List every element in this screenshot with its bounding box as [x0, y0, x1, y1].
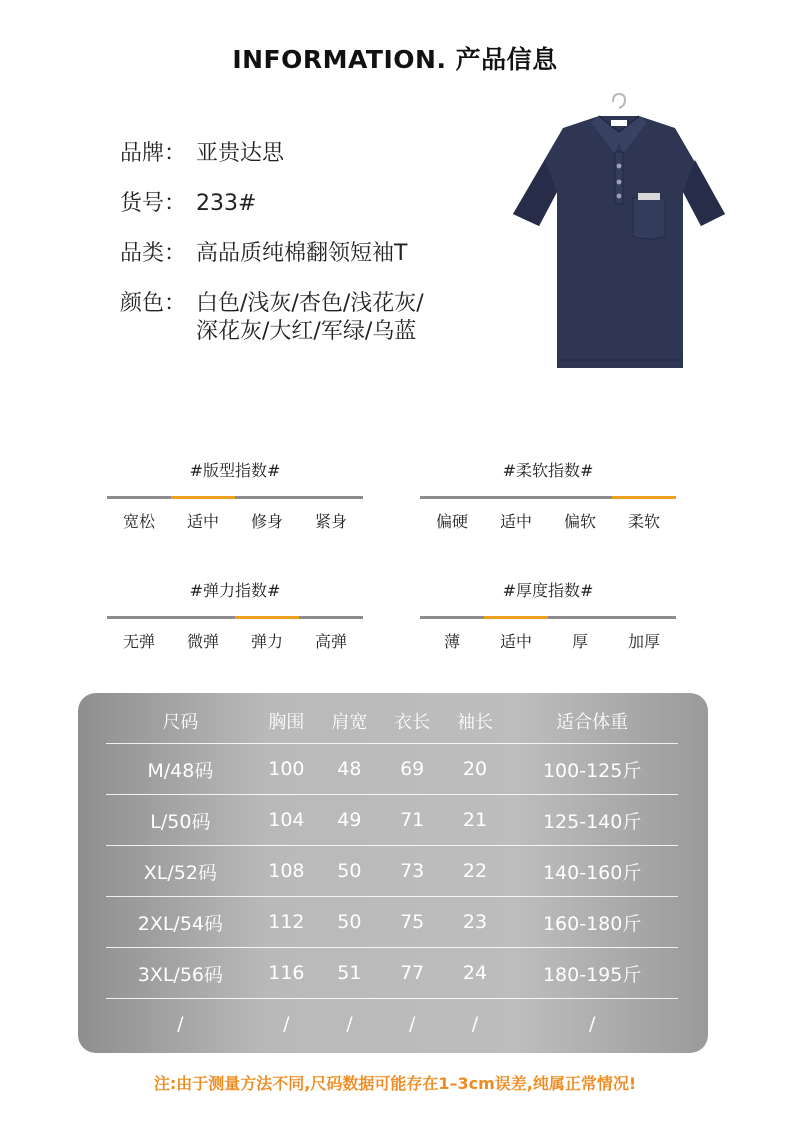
cell-sleeve: 24	[444, 948, 507, 999]
colors-value	[196, 290, 520, 346]
cell-weight: 125-140斤	[506, 795, 678, 846]
softness-option-soft: 偏软	[563, 512, 596, 531]
header-shoulder: 肩宽	[318, 699, 381, 744]
thickness-scale-title: #厚度指数#	[502, 581, 594, 600]
colors-line-1: 白色/浅灰/杏色/浅花灰/	[196, 291, 424, 316]
cell-shoulder: /	[346, 1013, 353, 1035]
brand-label: 品牌：	[120, 141, 187, 166]
size-table-header-row	[106, 699, 678, 744]
table-row	[106, 897, 678, 948]
elasticity-option-elastic: 弹力	[250, 632, 283, 651]
elasticity-scale-indicator	[235, 616, 299, 619]
fit-scale-title: #版型指数#	[189, 461, 281, 480]
size-table-card	[78, 693, 708, 1053]
cell-weight: 100-125斤	[506, 744, 678, 795]
cell-size: 3XL/56码	[106, 948, 255, 999]
cell-chest: 104	[255, 795, 318, 846]
cell-sleeve: /	[471, 1013, 479, 1035]
softness-option-hard: 偏硬	[435, 512, 468, 531]
cell-sleeve: 20	[444, 744, 507, 795]
logo-patch	[638, 193, 660, 200]
colors-row	[120, 290, 520, 346]
softness-scale-indicator	[612, 496, 676, 499]
elasticity-scale	[107, 580, 363, 652]
table-row	[106, 744, 678, 795]
table-row	[106, 795, 678, 846]
sku-value: 233#	[196, 191, 257, 216]
fit-option-slim: 修身	[250, 512, 283, 531]
hanger-hook	[613, 94, 625, 108]
fit-option-tight: 紧身	[314, 512, 347, 531]
category-value: 高品质纯棉翻领短袖T	[196, 241, 408, 266]
cell-length: /	[408, 1013, 416, 1035]
thickness-option-medium: 适中	[499, 632, 532, 651]
cell-shoulder: 50	[318, 846, 381, 897]
measurement-note: 注:由于测量方法不同,尺码数据可能存在1–3cm误差,纯属正常情况!	[153, 1074, 637, 1093]
softness-scale-title: #柔软指数#	[502, 461, 594, 480]
softness-scale	[420, 460, 676, 532]
elasticity-option-high: 高弹	[314, 632, 347, 651]
sku-label: 货号：	[120, 191, 187, 216]
colors-line-2: 深花灰/大红/军绿/乌蓝	[196, 319, 417, 344]
elasticity-option-slight: 微弹	[186, 632, 219, 651]
cell-weight: 180-195斤	[506, 948, 678, 999]
cell-shoulder: 49	[318, 795, 381, 846]
thickness-option-thick: 厚	[571, 632, 588, 651]
size-table	[106, 699, 678, 1049]
cell-chest: 100	[255, 744, 318, 795]
header-weight: 适合体重	[506, 699, 678, 744]
cell-length: 77	[381, 948, 444, 999]
brand-row	[120, 140, 520, 168]
header-chest: 胸围	[255, 699, 318, 744]
fit-option-regular: 适中	[186, 512, 219, 531]
brand-value: 亚贵达思	[196, 141, 285, 166]
softness-scale-bar	[420, 496, 676, 499]
cell-size: XL/52码	[106, 846, 255, 897]
header-length: 衣长	[381, 699, 444, 744]
cell-length: 75	[381, 897, 444, 948]
cell-shoulder: 48	[318, 744, 381, 795]
category-row	[120, 240, 520, 268]
elasticity-scale-bar	[107, 616, 363, 619]
elasticity-option-none: 无弹	[122, 632, 155, 651]
cell-size: /	[177, 1013, 184, 1035]
thickness-scale	[420, 580, 676, 652]
table-row	[106, 999, 678, 1050]
cell-weight: 160-180斤	[506, 897, 678, 948]
softness-option-medium: 适中	[499, 512, 532, 531]
cell-sleeve: 23	[444, 897, 507, 948]
cell-sleeve: 22	[444, 846, 507, 897]
elasticity-scale-labels	[107, 629, 363, 652]
cell-weight: /	[588, 1013, 596, 1035]
thickness-option-extra-thick: 加厚	[627, 632, 660, 651]
header-size: 尺码	[106, 699, 255, 744]
thickness-option-thin: 薄	[443, 632, 460, 651]
sku-row	[120, 190, 520, 218]
fit-scale-labels	[107, 509, 363, 532]
table-row	[106, 948, 678, 999]
fit-option-loose: 宽松	[122, 512, 155, 531]
cell-chest: /	[283, 1013, 290, 1035]
cell-size: L/50码	[106, 795, 255, 846]
page-title: INFORMATION. 产品信息	[232, 45, 558, 74]
cell-length: 71	[381, 795, 444, 846]
cell-size: M/48码	[106, 744, 255, 795]
cell-shoulder: 50	[318, 897, 381, 948]
cell-length: 73	[381, 846, 444, 897]
fit-scale-bar	[107, 496, 363, 499]
header-sleeve: 袖长	[444, 699, 507, 744]
elasticity-scale-title: #弹力指数#	[189, 581, 281, 600]
thickness-scale-labels	[420, 629, 676, 652]
cell-length: 69	[381, 744, 444, 795]
softness-option-very-soft: 柔软	[627, 512, 660, 531]
fit-scale	[107, 460, 363, 532]
softness-scale-labels	[420, 509, 676, 532]
category-label: 品类：	[120, 241, 187, 266]
cell-chest: 108	[255, 846, 318, 897]
product-info	[120, 140, 520, 368]
colors-label: 颜色：	[120, 291, 187, 316]
table-row	[106, 846, 678, 897]
thickness-scale-indicator	[484, 616, 548, 619]
polo-shirt-image	[505, 92, 733, 372]
cell-chest: 112	[255, 897, 318, 948]
cell-chest: 116	[255, 948, 318, 999]
fit-scale-indicator	[171, 496, 235, 499]
cell-sleeve: 21	[444, 795, 507, 846]
cell-shoulder: 51	[318, 948, 381, 999]
thickness-scale-bar	[420, 616, 676, 619]
cell-size: 2XL/54码	[106, 897, 255, 948]
cell-weight: 140-160斤	[506, 846, 678, 897]
